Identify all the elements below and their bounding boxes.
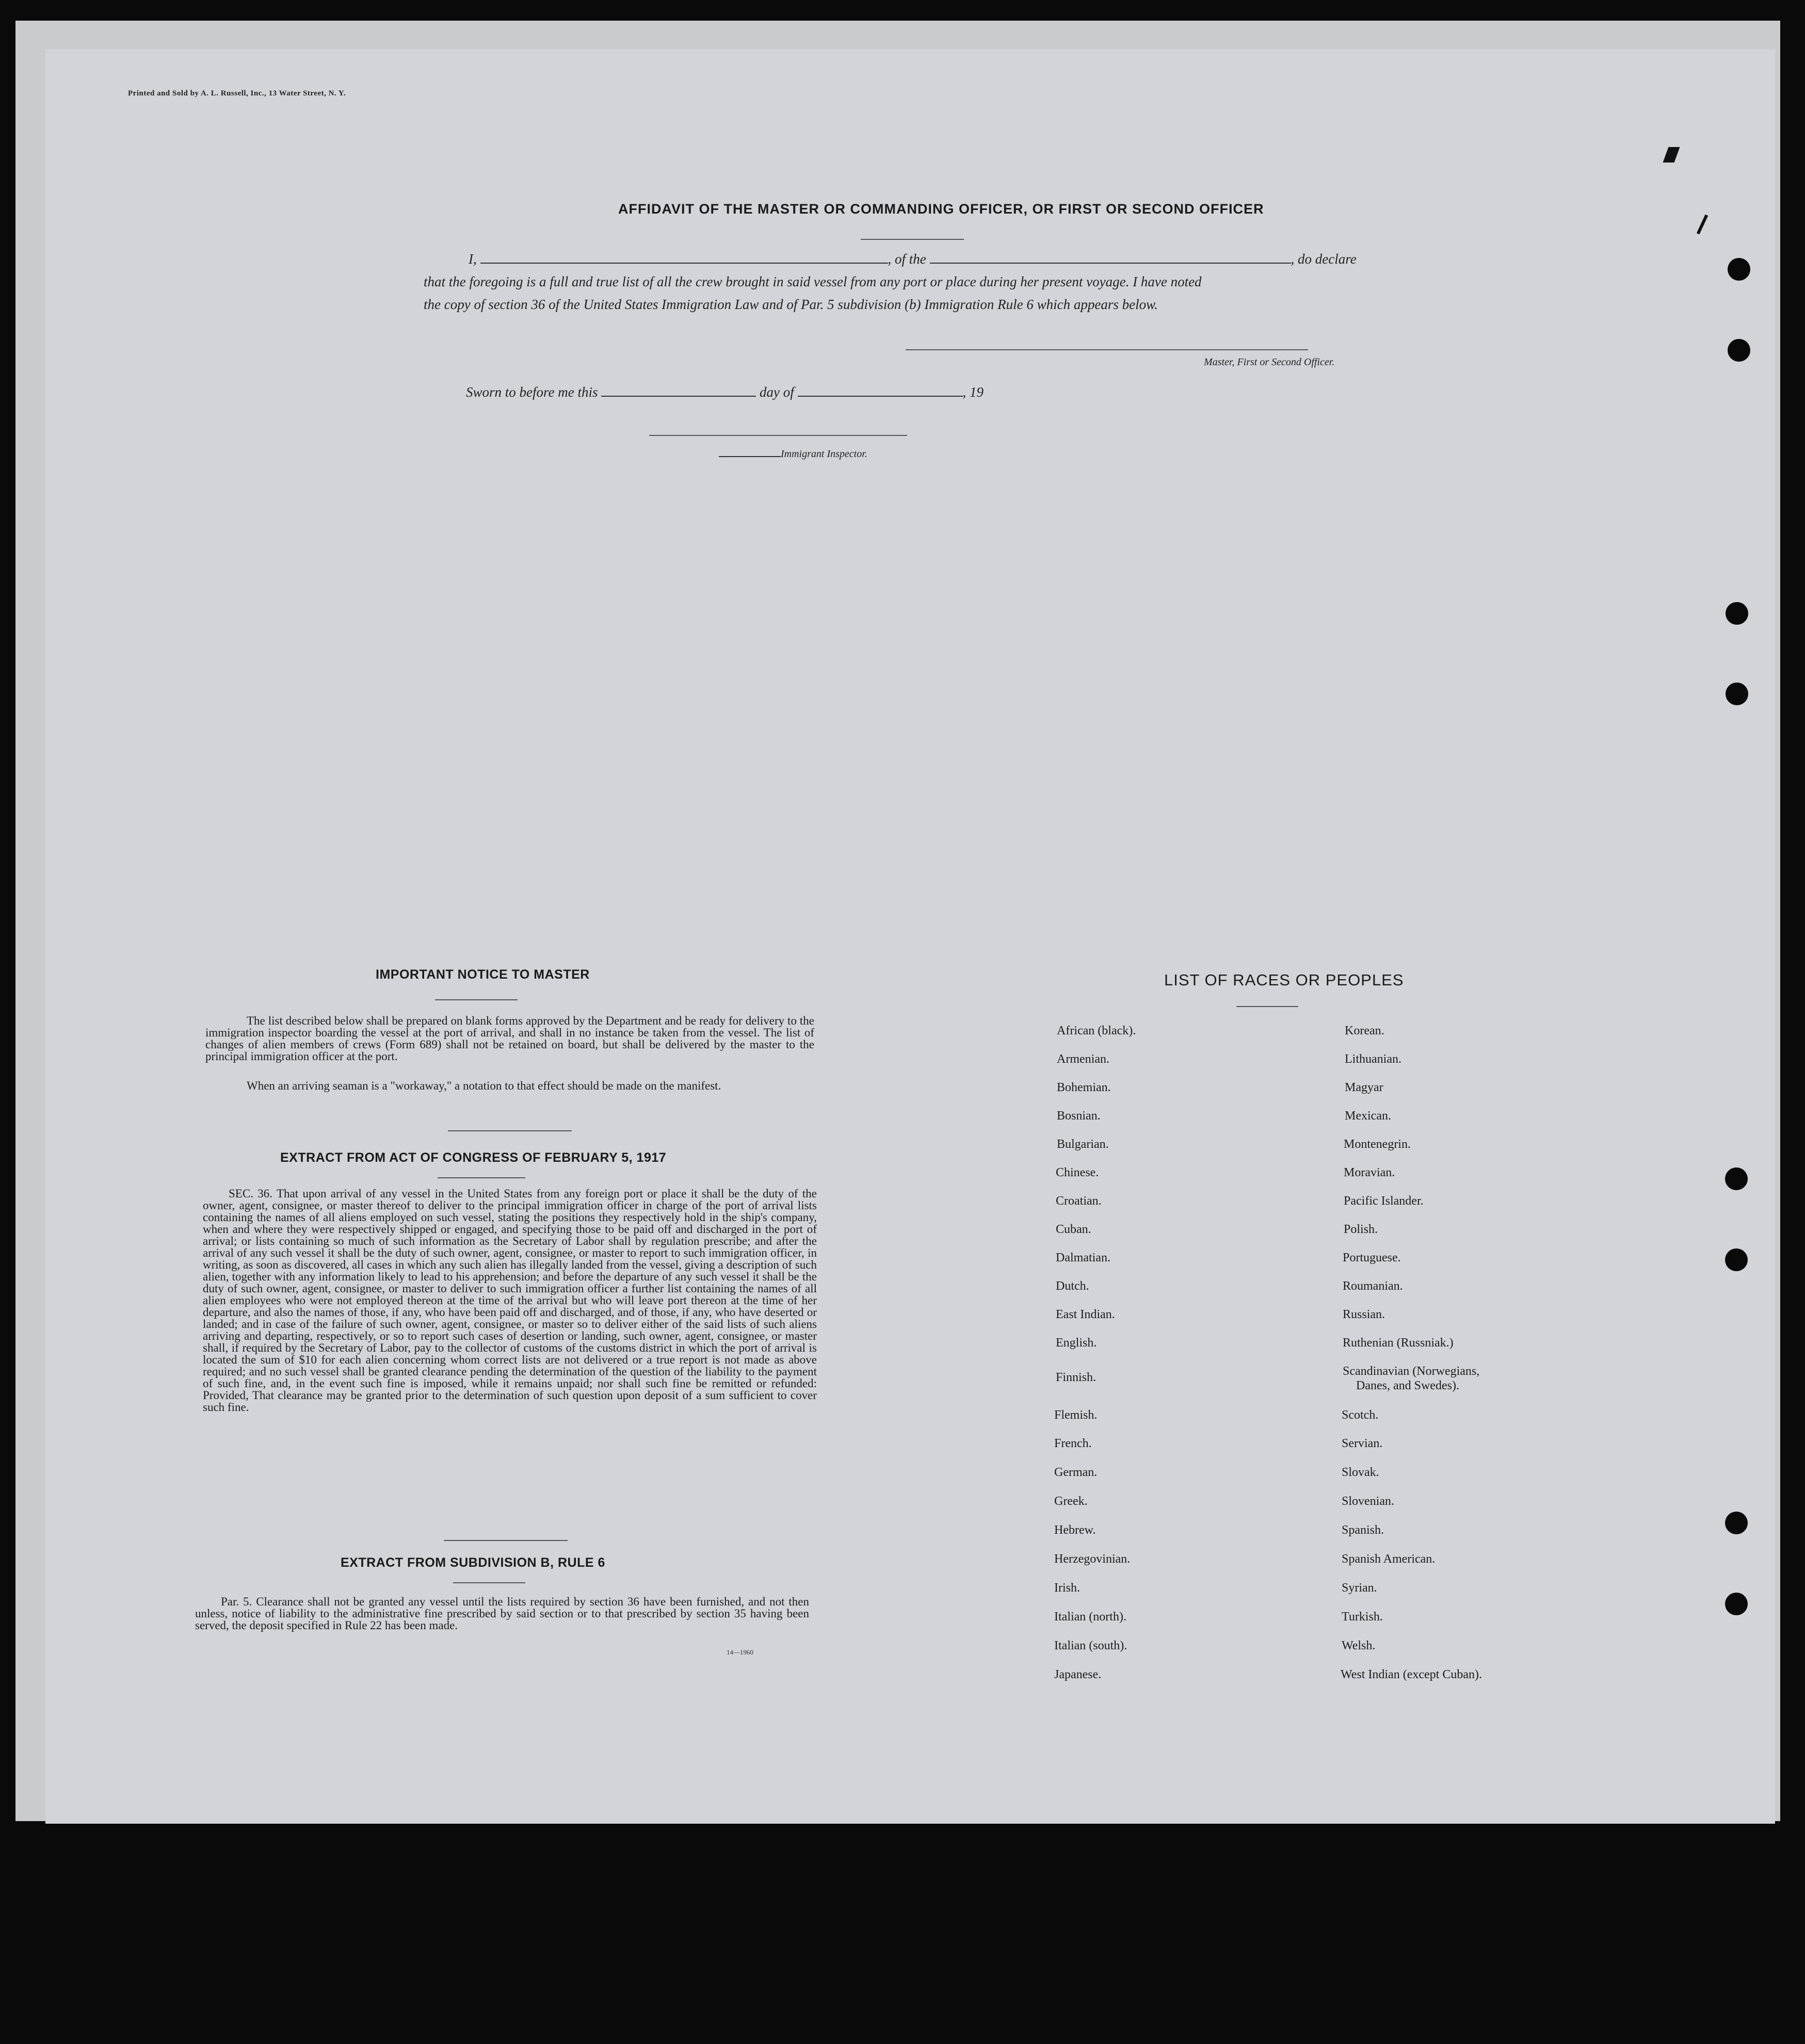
- race-item: Slovak.: [1342, 1466, 1379, 1479]
- affidavit-title: AFFIDAVIT OF THE MASTER OR COMMANDING OFFICER, OR FIRST OR SECOND OFFICER: [618, 201, 1264, 217]
- notice-paragraph-1: The list described below shall be prepared on blank forms approved by the Department and be ready for delivery to the immigration inspector boarding the vessel at the port of arrival, and shall in no instance be taken from the vessel. The list of changes of alien members of crews (Form 689) shall not be retained on board, but shall be delivered by the master to the principal immigration officer at the port.: [205, 1014, 814, 1063]
- race-item: French.: [1054, 1437, 1092, 1450]
- race-item: Servian.: [1342, 1437, 1383, 1450]
- race-item: Magyar: [1345, 1081, 1383, 1094]
- race-item: West Indian (except Cuban).: [1341, 1668, 1482, 1681]
- section-divider-2: [444, 1540, 568, 1541]
- race-item: Spanish.: [1342, 1523, 1384, 1537]
- binding-hole: [1725, 1167, 1748, 1190]
- races-title: LIST OF RACES OR PEOPLES: [1164, 971, 1404, 989]
- race-item: Dalmatian.: [1056, 1251, 1110, 1264]
- affidavit-declare: , do declare: [1291, 251, 1357, 267]
- race-item: Russian.: [1343, 1308, 1385, 1321]
- race-item: Montenegrin.: [1344, 1138, 1411, 1151]
- race-item: Cuban.: [1056, 1223, 1091, 1236]
- races-underline: [1236, 1006, 1298, 1007]
- binding-hole: [1725, 1512, 1748, 1534]
- binding-hole: [1726, 683, 1748, 705]
- form-code: 14—1960: [727, 1648, 753, 1656]
- signature-caption: Master, First or Second Officer.: [1204, 356, 1335, 368]
- race-item: Italian (north).: [1054, 1610, 1126, 1624]
- race-item: Bohemian.: [1057, 1081, 1111, 1094]
- race-item: Armenian.: [1057, 1052, 1109, 1066]
- binding-hole: [1728, 339, 1750, 362]
- inspector-signature-line[interactable]: [649, 435, 907, 436]
- race-item-continuation: Danes, and Swedes).: [1356, 1379, 1459, 1392]
- sworn-line: [466, 384, 984, 400]
- sworn-year: , 19: [962, 384, 984, 400]
- race-item: Finnish.: [1056, 1371, 1097, 1384]
- race-item: Mexican.: [1345, 1109, 1391, 1123]
- binding-hole: [1725, 1593, 1748, 1615]
- extract-act-text: SEC. 36. That upon arrival of any vessel in the United States from any foreign port or place it shall be the duty of the owner, agent, consignee, or master thereof to deliver to the principal immigration officer in charge of the port of arrival lists containing the names of all aliens employed on such vessel, stating the positions they respectively hold in the ship's company, when and where they were respectively shipped or engaged, and specifying those to be paid off and discharged in the port of arrival; or lists containing so much of such information as the Secretary of Labor shall by regulation prescribe; and after the arrival of any such vessel it shall be the duty of such owner, agent, consignee, or master to report to such immigration officer, in writing, as soon as discovered, all cases in which any such alien has illegally landed from the vessel, giving a description of such alien, together with any information likely to lead to his apprehension; and before the departure of any such vessel it shall be the duty of such owner, agent, consignee, or master to deliver to such immigration officer a further list containing the names of all alien employees who were not employed thereon at the time of the arrival but who will leave port thereon at the time of her departure, and also the names of those, if any, who have been paid off and discharged, and of those, if any, who have deserted or landed; and in case of the failure of such owner, agent, consignee, or master so to deliver either of the said lists of such aliens arriving and departing, respectively, or so to report such cases of desertion or landing, such owner, agent, consignee, or master shall, if required by the Secretary of Labor, pay to the collector of customs of the customs district in which the port of arrival is located the sum of $10 for each alien concerning whom correct lists are not delivered or a true report is not made as above required; and no such vessel shall be granted clearance pending the determination of the question of the liability to the payment of such fine, and, in the event such fine is imposed, while it remains unpaid; nor shall such fine be remitted or refunded: Provided, That clearance may be granted prior to the determination of such question upon deposit of a sum sufficient to cover such fine.: [203, 1187, 817, 1414]
- name-blank[interactable]: [480, 259, 888, 264]
- printer-imprint: Printed and Sold by A. L. Russell, Inc., 13 Water Street, N. Y.: [128, 89, 346, 98]
- extract-act-title: EXTRACT FROM ACT OF CONGRESS OF FEBRUARY 5, 1917: [280, 1150, 667, 1165]
- race-item: Korean.: [1345, 1024, 1384, 1037]
- race-item: Japanese.: [1054, 1668, 1102, 1681]
- race-item: Slovenian.: [1342, 1495, 1394, 1508]
- race-item: Welsh.: [1342, 1639, 1376, 1652]
- race-item: Herzegovinian.: [1054, 1552, 1131, 1566]
- race-item: Polish.: [1344, 1223, 1378, 1236]
- extract-rule-title: EXTRACT FROM SUBDIVISION B, RULE 6: [341, 1555, 605, 1570]
- race-item: Irish.: [1054, 1581, 1080, 1595]
- extract-act-underline: [438, 1177, 525, 1178]
- sworn-month-blank[interactable]: [798, 393, 963, 397]
- notice-underline: [435, 999, 518, 1000]
- extract-rule-text: Par. 5. Clearance shall not be granted any vessel until the lists required by section 36 have been furnished, and not then unless, notice of liability to the administrative fine prescribed by said section or to that prescribed by section 35 having been served, the deposit specified in Rule 22 has been made.: [195, 1595, 809, 1632]
- notice-title: IMPORTANT NOTICE TO MASTER: [376, 967, 590, 982]
- form-page: [45, 49, 1775, 1824]
- title-underline: [861, 239, 964, 240]
- race-item: Croatian.: [1056, 1194, 1102, 1208]
- race-item: East Indian.: [1056, 1308, 1115, 1321]
- race-item: English.: [1056, 1336, 1097, 1350]
- binding-hole: [1726, 602, 1748, 625]
- sworn-day-of: day of: [760, 384, 794, 400]
- race-item: Spanish American.: [1342, 1552, 1436, 1566]
- inspector-caption-rule: [719, 455, 781, 457]
- affidavit-of-the: , of the: [888, 251, 926, 267]
- race-item: Turkish.: [1342, 1610, 1383, 1624]
- race-item: Bulgarian.: [1057, 1138, 1109, 1151]
- signature-line[interactable]: [906, 349, 1308, 350]
- affidavit-line-3: the copy of section 36 of the United States Immigration Law and of Par. 5 subdivision (b) Immigration Rule 6 which appears below.: [424, 297, 1158, 312]
- section-divider-1: [448, 1130, 572, 1131]
- race-item: Lithuanian.: [1345, 1052, 1401, 1066]
- race-item: African (black).: [1057, 1024, 1136, 1037]
- race-item: Italian (south).: [1054, 1639, 1127, 1652]
- race-item: Scotch.: [1342, 1408, 1379, 1422]
- affidavit-line-2: that the foregoing is a full and true list of all the crew brought in said vessel from any port or place during her present voyage. I have noted: [424, 274, 1202, 289]
- race-item: Ruthenian (Russniak.): [1343, 1336, 1454, 1350]
- ink-mark: [1663, 147, 1680, 163]
- race-item: Roumanian.: [1343, 1279, 1403, 1293]
- affidavit-line-1: [469, 251, 1357, 267]
- race-item: Greek.: [1054, 1495, 1088, 1508]
- race-item: German.: [1054, 1466, 1098, 1479]
- race-item: Pacific Islander.: [1344, 1194, 1424, 1208]
- binding-hole: [1728, 258, 1750, 281]
- notice-paragraph-2: When an arriving seaman is a "workaway," a notation to that effect should be made on the manifest.: [247, 1079, 721, 1092]
- race-item: Scandinavian (Norwegians,: [1343, 1365, 1480, 1378]
- race-item: Portuguese.: [1343, 1251, 1401, 1264]
- race-item: Syrian.: [1342, 1581, 1377, 1595]
- race-item: Dutch.: [1056, 1279, 1089, 1293]
- affidavit-i: I,: [469, 251, 477, 267]
- race-item: Chinese.: [1056, 1166, 1099, 1179]
- inspector-caption-text: Immigrant Inspector.: [781, 448, 867, 460]
- race-item: Flemish.: [1054, 1408, 1098, 1422]
- inspector-caption: [719, 448, 867, 460]
- race-item: Hebrew.: [1054, 1523, 1096, 1537]
- ink-mark: [1697, 215, 1708, 235]
- race-item: Moravian.: [1344, 1166, 1395, 1179]
- vessel-blank[interactable]: [930, 259, 1291, 264]
- binding-hole: [1725, 1248, 1748, 1271]
- extract-rule-underline: [453, 1582, 525, 1583]
- race-item: Bosnian.: [1057, 1109, 1101, 1123]
- sworn-day-blank[interactable]: [601, 393, 756, 397]
- sworn-prefix: Sworn to before me this: [466, 384, 598, 400]
